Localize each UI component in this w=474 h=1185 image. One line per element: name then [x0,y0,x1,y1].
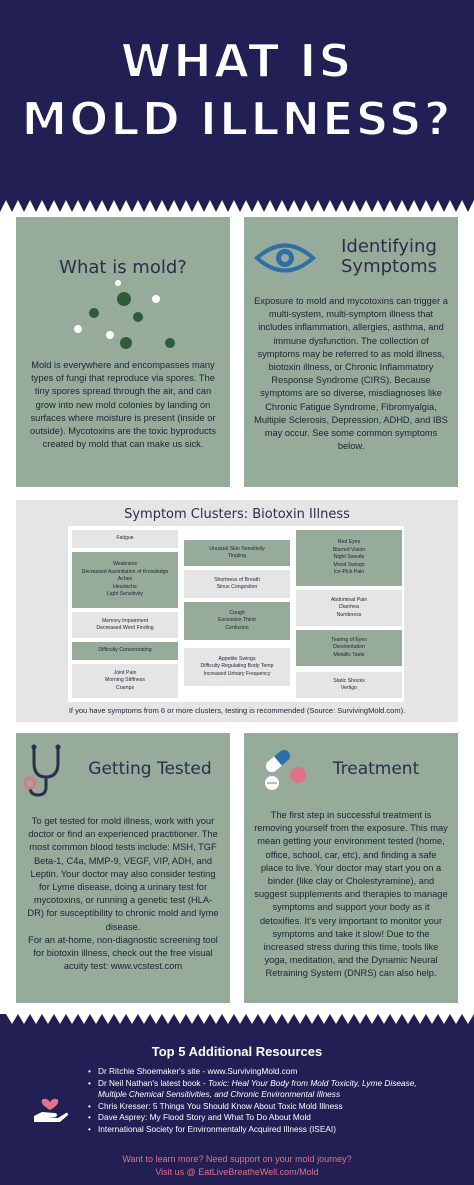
resource-item[interactable]: • Dr Ritchie Shoemaker's site - www.SurvivingMold.com [88,1066,438,1078]
symptom-clusters-title: Symptom Clusters: Biotoxin Illness [124,507,350,522]
symptom-label: Light Sensitivity [106,591,144,598]
symptom-cluster-cell [296,630,402,666]
symptom-clusters-note: If you have symptoms from 6 or more clusters, testing is recommended (Source: SurvivingMold.com). [68,706,406,715]
symptom-label: Excessive Thirst [218,617,256,624]
what-is-mold-panel [16,217,230,487]
resources-list [88,1066,438,1135]
symptom-label: Headache [113,583,137,590]
symptom-cluster-cell [72,664,178,698]
identifying-symptoms-title [326,237,452,277]
identifying-title-line1: Identifying [341,236,437,257]
resources-title: Top 5 Additional Resources [151,1044,323,1059]
identifying-title-line2: Symptoms [340,256,438,277]
pills-icon [258,743,312,793]
symptom-label: Confusion [225,624,249,631]
symptom-label: Cramps [115,684,135,691]
symptom-label: Static Shocks [333,677,365,684]
symptom-label: Decreased Word Finding [96,625,154,631]
symptom-label: Weakness [112,561,138,568]
header-banner [0,0,474,200]
symptom-label: Metallic Taste [333,651,365,658]
getting-tested-title: Getting Tested [88,759,212,779]
resource-item[interactable]: • International Society for Environmentally Acquired Illness (ISEAI) [88,1124,438,1136]
resource-item[interactable]: • Chris Kresser: 5 Things You Should Know About Toxic Mold Illness [88,1101,438,1113]
symptom-label: Cough [229,609,245,616]
symptom-label: Vertigo [340,685,358,691]
symptom-label: Unusual Skin Sensitivity [209,545,265,552]
cta-link[interactable]: Visit us @ EatLiveBreatheWell.com/Mold [155,1167,319,1177]
symptom-cluster-cell [296,672,402,698]
symptom-label: Tearing of Eyes [331,636,367,643]
symptom-label: Red Eyes [337,539,361,546]
symptom-cluster-cell [72,612,178,638]
resource-item[interactable]: • Dave Asprey: My Flood Story and What To Do About Mold [88,1112,438,1124]
symptom-label: Aches [117,576,133,583]
symptom-cluster-cell [184,648,290,686]
spores-icon [66,279,186,351]
header-title-line1: WHAT IS [120,34,354,88]
symptom-label: Joint Pain [113,669,137,676]
symptom-cluster-cell [72,642,178,660]
symptom-cluster-cell [72,552,178,608]
symptom-cluster-cell [184,540,290,566]
symptom-label: Memory Impairment [101,617,149,624]
symptom-label: Blurred Vision [332,546,366,553]
footer-zigzag-divider [0,1014,474,1028]
symptom-label: Morning Stiffness [105,677,145,684]
symptom-label: Difficulty Regulating Body Temp [200,663,274,670]
symptom-label: Numbness [336,611,362,618]
symptom-label: Diarrhea [339,604,359,611]
treatment-panel [244,733,458,1003]
header-title-line2: MOLD ILLNESS? [21,92,453,146]
getting-tested-panel [16,733,230,1003]
symptom-label: Mood Swings [333,561,365,568]
identifying-symptoms-panel [244,217,458,487]
stethoscope-icon [22,743,74,799]
symptom-cluster-cell [296,590,402,626]
symptom-label: Ice-Pick Pain [333,569,365,576]
symptom-label: Fatigue [116,535,134,542]
symptom-label: Difficulty Concentrating [98,647,152,654]
symptom-label: Abdominal Pain [330,596,368,603]
resource-item[interactable]: • Dr Neil Nathan's latest book - Toxic: Heal Your Body from Mold Toxicity, Lyme Disease, Multiple Chemical Sensitivities, and Chronic Environmental Illness [88,1078,438,1101]
symptom-label: Decreased Assimilation of Knowledge [81,568,169,575]
symptom-label: Sinus Congestion [216,584,258,590]
symptom-label: Increased Urinary Frequency [203,670,271,677]
symptom-clusters-panel [16,500,458,722]
resource-book-title: Toxic: Heal Your Body from Mold Toxicity, Lyme Disease, Multiple Chemical Sensitivities, and Chronic Environmental Illness [98,1077,417,1099]
heart-hand-icon [30,1086,70,1126]
symptom-label: Disorientation [333,644,365,651]
symptom-label: Tingling [228,553,246,559]
cta-line-1: Want to learn more? Need support on your mold journey? [122,1154,352,1164]
symptom-cluster-cell [72,530,178,548]
what-is-mold-body: Mold is everywhere and encompasses many types of fungi that reproduce via spores. The tiny spores spread through the air, and can grow into new mold colonies by landing on surfaces where moisture is present (inside or outside). Mycotoxins are the toxic byproducts created by mold that can make us sick. [29,360,217,450]
resources-footer [0,1028,474,1185]
treatment-body: The first step in successful treatment is removing yourself from the exposure. This may mean getting your environment tested (home, office, school, car, etc), and finding a safe place to live. Your doctor may start you on a binder (like clay or Cholestyramine), and suggest supplements and therapies to manage symptoms and support your body as it detoxifies. It's very important to monitor your symptoms and take it slow! Due to the increased stress during this time, tools like yoga, meditation, and the Dynamic Neural Retraining System (DNRS) can also help. [254,810,448,979]
symptom-label: Shortness of Breath [214,576,260,583]
what-is-mold-title: What is mold? [59,257,187,278]
symptom-label: Appetite Swings [218,655,256,662]
header-zigzag-divider [0,200,474,212]
treatment-title: Treatment [332,759,420,779]
getting-tested-body: To get tested for mold illness, work with your doctor or find an experienced practitioner. The most common blood tests include: MSH, TGF Beta-1, C4a, MMP-9, VEGF, VIP, ADH, and Leptin. Your doctor may also consider testing for Lyme disease, doing a urinary test for mycotoxins, or running a genetic test (HLA-DR) for susceptibility to chronic mold and lyme disease. For an at-home, non-diagnostic screening tool for biotoxin illness, check out the free visual acuity test: www.vcstest.com [27,816,219,972]
symptom-cluster-cell [184,570,290,598]
symptom-cluster-cell [296,530,402,586]
symptom-cluster-cell [184,602,290,640]
symptom-label: Night Sweats [333,554,365,561]
eye-icon [254,239,316,277]
identifying-symptoms-body: Exposure to mold and mycotoxins can trigger a multi-system, multi-symptom illness that includes inflammation, allergies, asthma, and immune dysfunction. The collection of symptoms may be referred to as mold illness, biotoxin illness, or Chronic Inflammatory Response Syndrome (CIRS). Because symptoms are so diverse, misdiagnoses like Chronic Fatigue Syndrome, Fibromyalgia, Multiple Sclerosis, Depression, ADHD, and IBS may occur. See some common symptoms below. [254,296,448,452]
symptom-clusters-grid [68,526,404,702]
